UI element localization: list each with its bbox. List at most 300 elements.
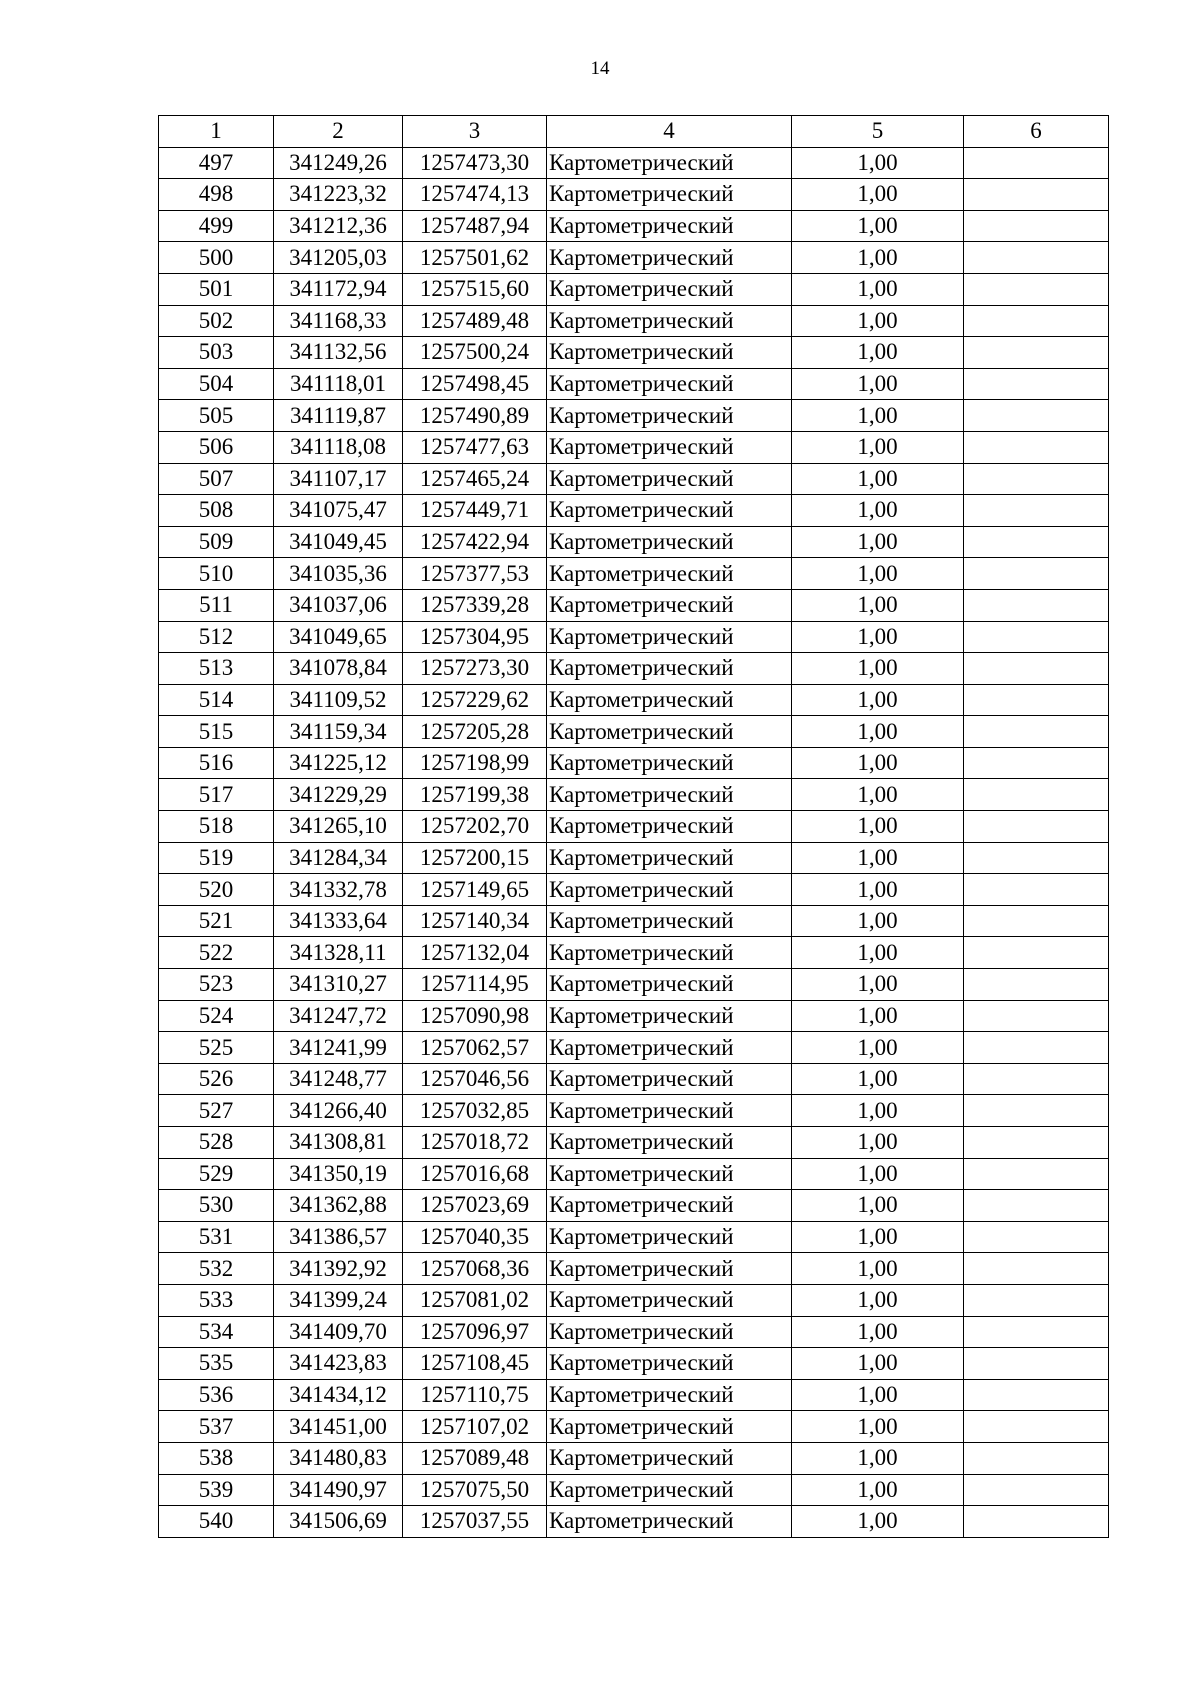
x-coordinate-cell: 341223,32 bbox=[274, 179, 403, 211]
method-cell: Картометрический bbox=[547, 937, 792, 969]
accuracy-cell: 1,00 bbox=[792, 747, 964, 779]
description-cell bbox=[964, 463, 1109, 495]
point-number-cell: 501 bbox=[159, 273, 274, 305]
description-cell bbox=[964, 1158, 1109, 1190]
y-coordinate-cell: 1257081,02 bbox=[403, 1284, 547, 1316]
table-row bbox=[159, 558, 1109, 590]
table-row bbox=[159, 1095, 1109, 1127]
table-row bbox=[159, 210, 1109, 242]
description-cell bbox=[964, 431, 1109, 463]
y-coordinate-cell: 1257200,15 bbox=[403, 842, 547, 874]
accuracy-cell: 1,00 bbox=[792, 526, 964, 558]
x-coordinate-cell: 341241,99 bbox=[274, 1032, 403, 1064]
description-cell bbox=[964, 653, 1109, 685]
table-row bbox=[159, 179, 1109, 211]
table-row bbox=[159, 1127, 1109, 1159]
description-cell bbox=[964, 779, 1109, 811]
y-coordinate-cell: 1257273,30 bbox=[403, 653, 547, 685]
y-coordinate-cell: 1257062,57 bbox=[403, 1032, 547, 1064]
accuracy-cell: 1,00 bbox=[792, 905, 964, 937]
table-row bbox=[159, 1190, 1109, 1222]
table-row bbox=[159, 1284, 1109, 1316]
y-coordinate-cell: 1257489,48 bbox=[403, 305, 547, 337]
accuracy-cell: 1,00 bbox=[792, 431, 964, 463]
description-cell bbox=[964, 589, 1109, 621]
point-number-cell: 521 bbox=[159, 905, 274, 937]
table-row bbox=[159, 1221, 1109, 1253]
y-coordinate-cell: 1257089,48 bbox=[403, 1442, 547, 1474]
description-cell bbox=[964, 621, 1109, 653]
x-coordinate-cell: 341451,00 bbox=[274, 1411, 403, 1443]
x-coordinate-cell: 341118,01 bbox=[274, 368, 403, 400]
method-cell: Картометрический bbox=[547, 1379, 792, 1411]
x-coordinate-cell: 341109,52 bbox=[274, 684, 403, 716]
point-number-cell: 517 bbox=[159, 779, 274, 811]
table-row bbox=[159, 526, 1109, 558]
coordinates-table bbox=[158, 115, 1109, 1538]
x-coordinate-cell: 341333,64 bbox=[274, 905, 403, 937]
method-cell: Картометрический bbox=[547, 1411, 792, 1443]
header-cell-6: 6 bbox=[964, 116, 1109, 148]
x-coordinate-cell: 341247,72 bbox=[274, 1000, 403, 1032]
x-coordinate-cell: 341284,34 bbox=[274, 842, 403, 874]
method-cell: Картометрический bbox=[547, 811, 792, 843]
description-cell bbox=[964, 905, 1109, 937]
accuracy-cell: 1,00 bbox=[792, 1063, 964, 1095]
point-number-cell: 509 bbox=[159, 526, 274, 558]
point-number-cell: 526 bbox=[159, 1063, 274, 1095]
accuracy-cell: 1,00 bbox=[792, 273, 964, 305]
method-cell: Картометрический bbox=[547, 1316, 792, 1348]
table-row bbox=[159, 937, 1109, 969]
accuracy-cell: 1,00 bbox=[792, 1000, 964, 1032]
table-row bbox=[159, 337, 1109, 369]
method-cell: Картометрический bbox=[547, 431, 792, 463]
point-number-cell: 535 bbox=[159, 1348, 274, 1380]
y-coordinate-cell: 1257498,45 bbox=[403, 368, 547, 400]
accuracy-cell: 1,00 bbox=[792, 1253, 964, 1285]
table-row bbox=[159, 1316, 1109, 1348]
table-row bbox=[159, 368, 1109, 400]
table-row bbox=[159, 463, 1109, 495]
x-coordinate-cell: 341266,40 bbox=[274, 1095, 403, 1127]
table-row bbox=[159, 842, 1109, 874]
method-cell: Картометрический bbox=[547, 147, 792, 179]
table-row bbox=[159, 1158, 1109, 1190]
point-number-cell: 522 bbox=[159, 937, 274, 969]
table-row bbox=[159, 1411, 1109, 1443]
accuracy-cell: 1,00 bbox=[792, 1442, 964, 1474]
x-coordinate-cell: 341159,34 bbox=[274, 716, 403, 748]
table-row bbox=[159, 874, 1109, 906]
x-coordinate-cell: 341308,81 bbox=[274, 1127, 403, 1159]
table-row bbox=[159, 1063, 1109, 1095]
table-row bbox=[159, 1348, 1109, 1380]
y-coordinate-cell: 1257096,97 bbox=[403, 1316, 547, 1348]
table-row bbox=[159, 400, 1109, 432]
accuracy-cell: 1,00 bbox=[792, 811, 964, 843]
accuracy-cell: 1,00 bbox=[792, 1316, 964, 1348]
method-cell: Картометрический bbox=[547, 1032, 792, 1064]
method-cell: Картометрический bbox=[547, 1253, 792, 1285]
y-coordinate-cell: 1257487,94 bbox=[403, 210, 547, 242]
method-cell: Картометрический bbox=[547, 210, 792, 242]
method-cell: Картометрический bbox=[547, 1474, 792, 1506]
point-number-cell: 540 bbox=[159, 1506, 274, 1538]
accuracy-cell: 1,00 bbox=[792, 1411, 964, 1443]
method-cell: Картометрический bbox=[547, 779, 792, 811]
accuracy-cell: 1,00 bbox=[792, 1127, 964, 1159]
x-coordinate-cell: 341480,83 bbox=[274, 1442, 403, 1474]
table-row bbox=[159, 621, 1109, 653]
y-coordinate-cell: 1257110,75 bbox=[403, 1379, 547, 1411]
table-row bbox=[159, 431, 1109, 463]
x-coordinate-cell: 341249,26 bbox=[274, 147, 403, 179]
accuracy-cell: 1,00 bbox=[792, 716, 964, 748]
description-cell bbox=[964, 842, 1109, 874]
description-cell bbox=[964, 747, 1109, 779]
method-cell: Картометрический bbox=[547, 1190, 792, 1222]
x-coordinate-cell: 341386,57 bbox=[274, 1221, 403, 1253]
x-coordinate-cell: 341075,47 bbox=[274, 495, 403, 527]
point-number-cell: 523 bbox=[159, 969, 274, 1001]
x-coordinate-cell: 341172,94 bbox=[274, 273, 403, 305]
accuracy-cell: 1,00 bbox=[792, 1221, 964, 1253]
description-cell bbox=[964, 1127, 1109, 1159]
method-cell: Картометрический bbox=[547, 621, 792, 653]
description-cell bbox=[964, 1411, 1109, 1443]
accuracy-cell: 1,00 bbox=[792, 653, 964, 685]
table-row bbox=[159, 811, 1109, 843]
description-cell bbox=[964, 874, 1109, 906]
y-coordinate-cell: 1257037,55 bbox=[403, 1506, 547, 1538]
description-cell bbox=[964, 368, 1109, 400]
description-cell bbox=[964, 1221, 1109, 1253]
method-cell: Картометрический bbox=[547, 1000, 792, 1032]
accuracy-cell: 1,00 bbox=[792, 179, 964, 211]
table-row bbox=[159, 242, 1109, 274]
method-cell: Картометрический bbox=[547, 558, 792, 590]
y-coordinate-cell: 1257132,04 bbox=[403, 937, 547, 969]
y-coordinate-cell: 1257140,34 bbox=[403, 905, 547, 937]
description-cell bbox=[964, 558, 1109, 590]
description-cell bbox=[964, 1442, 1109, 1474]
table-row bbox=[159, 1253, 1109, 1285]
method-cell: Картометрический bbox=[547, 1348, 792, 1380]
x-coordinate-cell: 341119,87 bbox=[274, 400, 403, 432]
x-coordinate-cell: 341035,36 bbox=[274, 558, 403, 590]
accuracy-cell: 1,00 bbox=[792, 147, 964, 179]
point-number-cell: 500 bbox=[159, 242, 274, 274]
description-cell bbox=[964, 716, 1109, 748]
y-coordinate-cell: 1257205,28 bbox=[403, 716, 547, 748]
x-coordinate-cell: 341225,12 bbox=[274, 747, 403, 779]
point-number-cell: 514 bbox=[159, 684, 274, 716]
description-cell bbox=[964, 1063, 1109, 1095]
accuracy-cell: 1,00 bbox=[792, 368, 964, 400]
accuracy-cell: 1,00 bbox=[792, 495, 964, 527]
point-number-cell: 506 bbox=[159, 431, 274, 463]
y-coordinate-cell: 1257515,60 bbox=[403, 273, 547, 305]
description-cell bbox=[964, 937, 1109, 969]
method-cell: Картометрический bbox=[547, 1127, 792, 1159]
table-row bbox=[159, 779, 1109, 811]
point-number-cell: 503 bbox=[159, 337, 274, 369]
x-coordinate-cell: 341229,29 bbox=[274, 779, 403, 811]
method-cell: Картометрический bbox=[547, 242, 792, 274]
method-cell: Картометрический bbox=[547, 842, 792, 874]
x-coordinate-cell: 341506,69 bbox=[274, 1506, 403, 1538]
point-number-cell: 498 bbox=[159, 179, 274, 211]
x-coordinate-cell: 341399,24 bbox=[274, 1284, 403, 1316]
x-coordinate-cell: 341107,17 bbox=[274, 463, 403, 495]
table-row bbox=[159, 495, 1109, 527]
y-coordinate-cell: 1257032,85 bbox=[403, 1095, 547, 1127]
accuracy-cell: 1,00 bbox=[792, 1348, 964, 1380]
x-coordinate-cell: 341434,12 bbox=[274, 1379, 403, 1411]
accuracy-cell: 1,00 bbox=[792, 337, 964, 369]
description-cell bbox=[964, 526, 1109, 558]
point-number-cell: 533 bbox=[159, 1284, 274, 1316]
description-cell bbox=[964, 1253, 1109, 1285]
method-cell: Картометрический bbox=[547, 273, 792, 305]
y-coordinate-cell: 1257114,95 bbox=[403, 969, 547, 1001]
description-cell bbox=[964, 1379, 1109, 1411]
y-coordinate-cell: 1257202,70 bbox=[403, 811, 547, 843]
point-number-cell: 499 bbox=[159, 210, 274, 242]
x-coordinate-cell: 341212,36 bbox=[274, 210, 403, 242]
y-coordinate-cell: 1257016,68 bbox=[403, 1158, 547, 1190]
method-cell: Картометрический bbox=[547, 1063, 792, 1095]
header-cell-4: 4 bbox=[547, 116, 792, 148]
accuracy-cell: 1,00 bbox=[792, 305, 964, 337]
x-coordinate-cell: 341328,11 bbox=[274, 937, 403, 969]
table-row bbox=[159, 716, 1109, 748]
description-cell bbox=[964, 495, 1109, 527]
method-cell: Картометрический bbox=[547, 653, 792, 685]
y-coordinate-cell: 1257474,13 bbox=[403, 179, 547, 211]
y-coordinate-cell: 1257068,36 bbox=[403, 1253, 547, 1285]
point-number-cell: 507 bbox=[159, 463, 274, 495]
x-coordinate-cell: 341350,19 bbox=[274, 1158, 403, 1190]
point-number-cell: 504 bbox=[159, 368, 274, 400]
x-coordinate-cell: 341409,70 bbox=[274, 1316, 403, 1348]
method-cell: Картометрический bbox=[547, 179, 792, 211]
method-cell: Картометрический bbox=[547, 305, 792, 337]
page-number: 14 bbox=[590, 58, 610, 79]
table-header-row bbox=[159, 116, 1109, 148]
x-coordinate-cell: 341362,88 bbox=[274, 1190, 403, 1222]
table-row bbox=[159, 905, 1109, 937]
point-number-cell: 538 bbox=[159, 1442, 274, 1474]
point-number-cell: 505 bbox=[159, 400, 274, 432]
accuracy-cell: 1,00 bbox=[792, 1032, 964, 1064]
point-number-cell: 539 bbox=[159, 1474, 274, 1506]
method-cell: Картометрический bbox=[547, 1158, 792, 1190]
y-coordinate-cell: 1257040,35 bbox=[403, 1221, 547, 1253]
point-number-cell: 528 bbox=[159, 1127, 274, 1159]
table-row bbox=[159, 653, 1109, 685]
y-coordinate-cell: 1257377,53 bbox=[403, 558, 547, 590]
table-row bbox=[159, 1379, 1109, 1411]
description-cell bbox=[964, 273, 1109, 305]
method-cell: Картометрический bbox=[547, 1095, 792, 1127]
point-number-cell: 529 bbox=[159, 1158, 274, 1190]
accuracy-cell: 1,00 bbox=[792, 1158, 964, 1190]
x-coordinate-cell: 341168,33 bbox=[274, 305, 403, 337]
accuracy-cell: 1,00 bbox=[792, 684, 964, 716]
description-cell bbox=[964, 1000, 1109, 1032]
table-row bbox=[159, 1442, 1109, 1474]
x-coordinate-cell: 341118,08 bbox=[274, 431, 403, 463]
y-coordinate-cell: 1257108,45 bbox=[403, 1348, 547, 1380]
y-coordinate-cell: 1257075,50 bbox=[403, 1474, 547, 1506]
point-number-cell: 518 bbox=[159, 811, 274, 843]
method-cell: Картометрический bbox=[547, 1442, 792, 1474]
point-number-cell: 527 bbox=[159, 1095, 274, 1127]
method-cell: Картометрический bbox=[547, 1284, 792, 1316]
method-cell: Картометрический bbox=[547, 874, 792, 906]
accuracy-cell: 1,00 bbox=[792, 400, 964, 432]
table-row bbox=[159, 1506, 1109, 1538]
point-number-cell: 511 bbox=[159, 589, 274, 621]
y-coordinate-cell: 1257198,99 bbox=[403, 747, 547, 779]
description-cell bbox=[964, 210, 1109, 242]
description-cell bbox=[964, 1095, 1109, 1127]
y-coordinate-cell: 1257339,28 bbox=[403, 589, 547, 621]
description-cell bbox=[964, 337, 1109, 369]
description-cell bbox=[964, 1474, 1109, 1506]
point-number-cell: 516 bbox=[159, 747, 274, 779]
x-coordinate-cell: 341423,83 bbox=[274, 1348, 403, 1380]
point-number-cell: 502 bbox=[159, 305, 274, 337]
y-coordinate-cell: 1257477,63 bbox=[403, 431, 547, 463]
point-number-cell: 513 bbox=[159, 653, 274, 685]
header-cell-1: 1 bbox=[159, 116, 274, 148]
x-coordinate-cell: 341265,10 bbox=[274, 811, 403, 843]
x-coordinate-cell: 341037,06 bbox=[274, 589, 403, 621]
x-coordinate-cell: 341049,65 bbox=[274, 621, 403, 653]
method-cell: Картометрический bbox=[547, 905, 792, 937]
method-cell: Картометрический bbox=[547, 1506, 792, 1538]
table-body bbox=[159, 147, 1109, 1537]
table-row bbox=[159, 684, 1109, 716]
table-row bbox=[159, 305, 1109, 337]
y-coordinate-cell: 1257107,02 bbox=[403, 1411, 547, 1443]
y-coordinate-cell: 1257090,98 bbox=[403, 1000, 547, 1032]
x-coordinate-cell: 341205,03 bbox=[274, 242, 403, 274]
accuracy-cell: 1,00 bbox=[792, 558, 964, 590]
description-cell bbox=[964, 684, 1109, 716]
accuracy-cell: 1,00 bbox=[792, 1379, 964, 1411]
method-cell: Картометрический bbox=[547, 716, 792, 748]
method-cell: Картометрический bbox=[547, 400, 792, 432]
method-cell: Картометрический bbox=[547, 589, 792, 621]
method-cell: Картометрический bbox=[547, 684, 792, 716]
description-cell bbox=[964, 1032, 1109, 1064]
accuracy-cell: 1,00 bbox=[792, 1190, 964, 1222]
point-number-cell: 525 bbox=[159, 1032, 274, 1064]
accuracy-cell: 1,00 bbox=[792, 937, 964, 969]
y-coordinate-cell: 1257500,24 bbox=[403, 337, 547, 369]
table-row bbox=[159, 969, 1109, 1001]
x-coordinate-cell: 341049,45 bbox=[274, 526, 403, 558]
table-row bbox=[159, 1474, 1109, 1506]
accuracy-cell: 1,00 bbox=[792, 1506, 964, 1538]
table-row bbox=[159, 147, 1109, 179]
x-coordinate-cell: 341392,92 bbox=[274, 1253, 403, 1285]
accuracy-cell: 1,00 bbox=[792, 779, 964, 811]
accuracy-cell: 1,00 bbox=[792, 210, 964, 242]
description-cell bbox=[964, 147, 1109, 179]
method-cell: Картометрический bbox=[547, 368, 792, 400]
point-number-cell: 531 bbox=[159, 1221, 274, 1253]
y-coordinate-cell: 1257018,72 bbox=[403, 1127, 547, 1159]
y-coordinate-cell: 1257149,65 bbox=[403, 874, 547, 906]
description-cell bbox=[964, 242, 1109, 274]
method-cell: Картометрический bbox=[547, 747, 792, 779]
method-cell: Картометрический bbox=[547, 495, 792, 527]
point-number-cell: 530 bbox=[159, 1190, 274, 1222]
point-number-cell: 497 bbox=[159, 147, 274, 179]
y-coordinate-cell: 1257199,38 bbox=[403, 779, 547, 811]
accuracy-cell: 1,00 bbox=[792, 463, 964, 495]
point-number-cell: 536 bbox=[159, 1379, 274, 1411]
table-row bbox=[159, 273, 1109, 305]
point-number-cell: 537 bbox=[159, 1411, 274, 1443]
table-row bbox=[159, 1032, 1109, 1064]
y-coordinate-cell: 1257304,95 bbox=[403, 621, 547, 653]
accuracy-cell: 1,00 bbox=[792, 1095, 964, 1127]
y-coordinate-cell: 1257422,94 bbox=[403, 526, 547, 558]
point-number-cell: 520 bbox=[159, 874, 274, 906]
accuracy-cell: 1,00 bbox=[792, 589, 964, 621]
description-cell bbox=[964, 1316, 1109, 1348]
accuracy-cell: 1,00 bbox=[792, 242, 964, 274]
table-row bbox=[159, 747, 1109, 779]
x-coordinate-cell: 341310,27 bbox=[274, 969, 403, 1001]
y-coordinate-cell: 1257023,69 bbox=[403, 1190, 547, 1222]
header-cell-5: 5 bbox=[792, 116, 964, 148]
x-coordinate-cell: 341078,84 bbox=[274, 653, 403, 685]
description-cell bbox=[964, 305, 1109, 337]
point-number-cell: 534 bbox=[159, 1316, 274, 1348]
point-number-cell: 510 bbox=[159, 558, 274, 590]
point-number-cell: 508 bbox=[159, 495, 274, 527]
header-cell-3: 3 bbox=[403, 116, 547, 148]
y-coordinate-cell: 1257046,56 bbox=[403, 1063, 547, 1095]
y-coordinate-cell: 1257473,30 bbox=[403, 147, 547, 179]
method-cell: Картометрический bbox=[547, 1221, 792, 1253]
description-cell bbox=[964, 1190, 1109, 1222]
point-number-cell: 512 bbox=[159, 621, 274, 653]
accuracy-cell: 1,00 bbox=[792, 969, 964, 1001]
x-coordinate-cell: 341332,78 bbox=[274, 874, 403, 906]
description-cell bbox=[964, 811, 1109, 843]
accuracy-cell: 1,00 bbox=[792, 1474, 964, 1506]
x-coordinate-cell: 341248,77 bbox=[274, 1063, 403, 1095]
point-number-cell: 519 bbox=[159, 842, 274, 874]
description-cell bbox=[964, 969, 1109, 1001]
table-row bbox=[159, 1000, 1109, 1032]
x-coordinate-cell: 341490,97 bbox=[274, 1474, 403, 1506]
method-cell: Картометрический bbox=[547, 337, 792, 369]
y-coordinate-cell: 1257449,71 bbox=[403, 495, 547, 527]
y-coordinate-cell: 1257229,62 bbox=[403, 684, 547, 716]
header-cell-2: 2 bbox=[274, 116, 403, 148]
x-coordinate-cell: 341132,56 bbox=[274, 337, 403, 369]
accuracy-cell: 1,00 bbox=[792, 874, 964, 906]
